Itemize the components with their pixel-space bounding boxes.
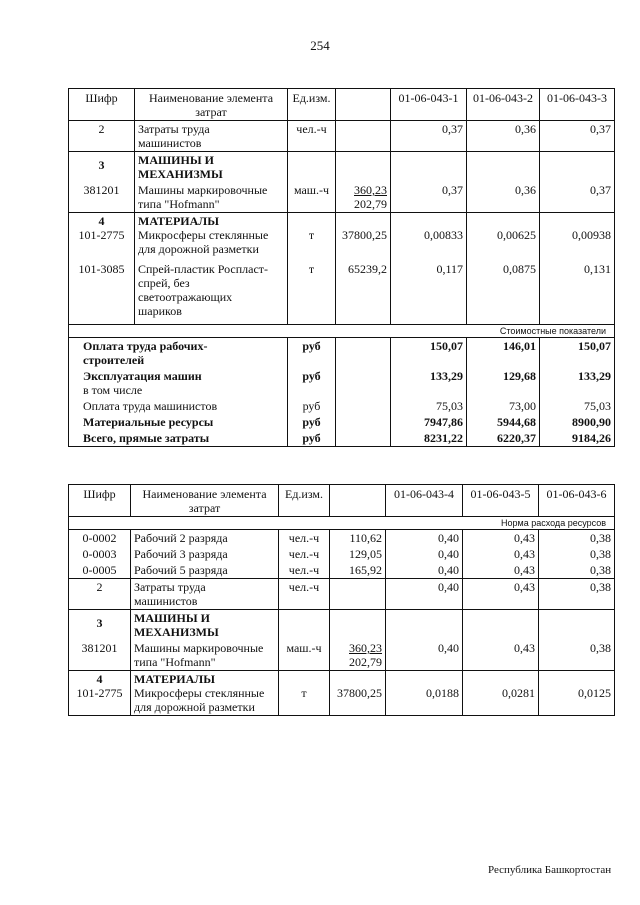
row-price: 37800,25 [336,213,391,258]
table-row [69,562,615,579]
table-header [69,89,615,121]
resource-table-1 [68,88,615,447]
row-value-1: 0,40 [386,562,463,579]
row-name: Затраты труда машинистов [131,579,279,610]
row-value-3: 0,131 [540,257,615,325]
row-value-2: 0,36 [467,121,540,152]
row-code: 4 101-2775 [69,671,131,716]
cost-label: Оплата труда машинистов [69,398,288,414]
cost-value-3: 133,29 [540,368,615,398]
page-number: 254 [310,38,330,53]
cost-row-materials [69,414,615,430]
row-unit: чел.-ч [279,530,330,547]
row-value-1: 0,40 [386,579,463,610]
cost-value-2: 73,00 [467,398,540,414]
band-label: Стоимостные показатели [499,326,606,336]
cost-row-machinist-wages [69,398,615,414]
row-value-2: 0,43 [463,579,539,610]
table-row [69,213,615,258]
row-name: Спрей-пластик Роспласт- спрей, без светоотражающих шариков [135,257,288,325]
section-code: 3 [69,610,131,641]
cost-unit: руб [288,368,336,398]
row-value-2: 0,43 [463,640,539,671]
cost-value-3: 150,07 [540,338,615,369]
cost-label: Оплата труда рабочих- строителей [69,338,288,369]
section-title: МАШИНЫ И МЕХАНИЗМЫ [135,152,288,183]
row-price [330,579,386,610]
cost-row-wages [69,338,615,369]
row-price: 37800,25 [330,671,386,716]
row-value-2: 0,43 [463,530,539,547]
row-value-1: 0,117 [391,257,467,325]
cost-value-2: 5944,68 [467,414,540,430]
section-band [69,325,615,338]
row-value-1: 0,37 [391,121,467,152]
col-3-header: 01-06-043-3 [540,89,615,121]
cost-value-2: 146,01 [467,338,540,369]
row-name: Затраты труда машинистов [135,121,288,152]
row-value-1: 0,00833 [391,213,467,258]
row-value-3: 0,00938 [540,213,615,258]
col-3-header: 01-06-043-6 [539,485,615,517]
row-code: 0-0003 [69,546,131,562]
row-code: 2 [69,579,131,610]
row-value-2: 0,0281 [463,671,539,716]
row-value-2: 0,0875 [467,257,540,325]
col-name-header: Наименование элемента затрат [131,485,279,517]
cost-value-3: 9184,26 [540,430,615,447]
table-row [69,257,615,325]
row-value-3: 0,37 [540,182,615,213]
row-unit: чел.-ч [279,562,330,579]
row-code: 2 [69,121,135,152]
section-band [69,517,615,530]
cost-label: Эксплуатация машин в том числе [69,368,288,398]
table-row [69,671,615,716]
col-unit-header: Ед.изм. [288,89,336,121]
row-code: 0-0005 [69,562,131,579]
cost-value-2: 6220,37 [467,430,540,447]
cost-value-3: 8900,90 [540,414,615,430]
row-unit: маш.-ч [288,182,336,213]
row-value-2: 0,36 [467,182,540,213]
row-value-2: 0,00625 [467,213,540,258]
row-name: Рабочий 3 разряда [131,546,279,562]
row-unit: чел.-ч [279,546,330,562]
resource-table-2 [68,484,615,716]
row-name: Рабочий 5 разряда [131,562,279,579]
row-price: 110,62 [330,530,386,547]
row-unit: чел.-ч [288,121,336,152]
band-label: Норма расхода ресурсов [501,518,606,528]
row-unit: т [288,213,336,258]
row-code: 101-3085 [69,257,135,325]
table-row [69,182,615,213]
row-price: 65239,2 [336,257,391,325]
row-name: Рабочий 2 разряда [131,530,279,547]
row-name: МАТЕРИАЛЫ Микросферы стеклянные для дорожной разметки [135,213,288,258]
row-value-1: 0,37 [391,182,467,213]
cost-value-1: 133,29 [391,368,467,398]
cost-value-1: 8231,22 [391,430,467,447]
row-name: МАТЕРИАЛЫ Микросферы стеклянные для дорожной разметки [131,671,279,716]
table-row [69,640,615,671]
row-value-3: 0,38 [539,562,615,579]
row-price: 360,23 202,79 [330,640,386,671]
table-header [69,485,615,517]
row-unit: т [288,257,336,325]
cost-value-1: 75,03 [391,398,467,414]
section-heading-machines [69,152,615,183]
table-row [69,579,615,610]
row-price: 129,05 [330,546,386,562]
col-1-header: 01-06-043-1 [391,89,467,121]
row-unit: т [279,671,330,716]
row-value-3: 0,38 [539,579,615,610]
cost-unit: руб [288,338,336,369]
cost-value-3: 75,03 [540,398,615,414]
section-heading-machines [69,610,615,641]
table-row [69,546,615,562]
row-value-2: 0,43 [463,562,539,579]
cost-row-total [69,430,615,447]
footer-region: Республика Башкортостан [488,864,612,876]
row-value-3: 0,38 [539,640,615,671]
cost-label: Всего, прямые затраты [69,430,288,447]
section-code: 3 [69,152,135,183]
row-code: 0-0002 [69,530,131,547]
row-value-1: 0,40 [386,546,463,562]
col-code-header: Шифр [69,485,131,517]
row-code: 381201 [69,640,131,671]
col-2-header: 01-06-043-2 [467,89,540,121]
cost-label: Материальные ресурсы [69,414,288,430]
cost-value-2: 129,68 [467,368,540,398]
col-1-header: 01-06-043-4 [386,485,463,517]
row-code: 4 101-2775 [69,213,135,258]
row-value-1: 0,40 [386,640,463,671]
cost-value-1: 7947,86 [391,414,467,430]
row-value-3: 0,38 [539,530,615,547]
col-price-header [330,485,386,517]
cost-unit: руб [288,398,336,414]
row-price [336,121,391,152]
row-price: 360,23 202,79 [336,182,391,213]
row-name: Машины маркировочные типа "Hofmann" [135,182,288,213]
row-value-1: 0,0188 [386,671,463,716]
row-value-3: 0,38 [539,546,615,562]
table-row [69,121,615,152]
row-value-1: 0,40 [386,530,463,547]
row-price: 165,92 [330,562,386,579]
row-value-3: 0,0125 [539,671,615,716]
row-code: 381201 [69,182,135,213]
col-price-header [336,89,391,121]
row-name: Машины маркировочные типа "Hofmann" [131,640,279,671]
cost-value-1: 150,07 [391,338,467,369]
cost-unit: руб [288,414,336,430]
row-value-2: 0,43 [463,546,539,562]
cost-row-machines [69,368,615,398]
row-unit: маш.-ч [279,640,330,671]
col-name-header: Наименование элемента затрат [135,89,288,121]
table-row [69,530,615,547]
cost-unit: руб [288,430,336,447]
row-unit: чел.-ч [279,579,330,610]
col-code-header: Шифр [69,89,135,121]
row-value-3: 0,37 [540,121,615,152]
section-title: МАШИНЫ И МЕХАНИЗМЫ [131,610,279,641]
col-2-header: 01-06-043-5 [463,485,539,517]
col-unit-header: Ед.изм. [279,485,330,517]
